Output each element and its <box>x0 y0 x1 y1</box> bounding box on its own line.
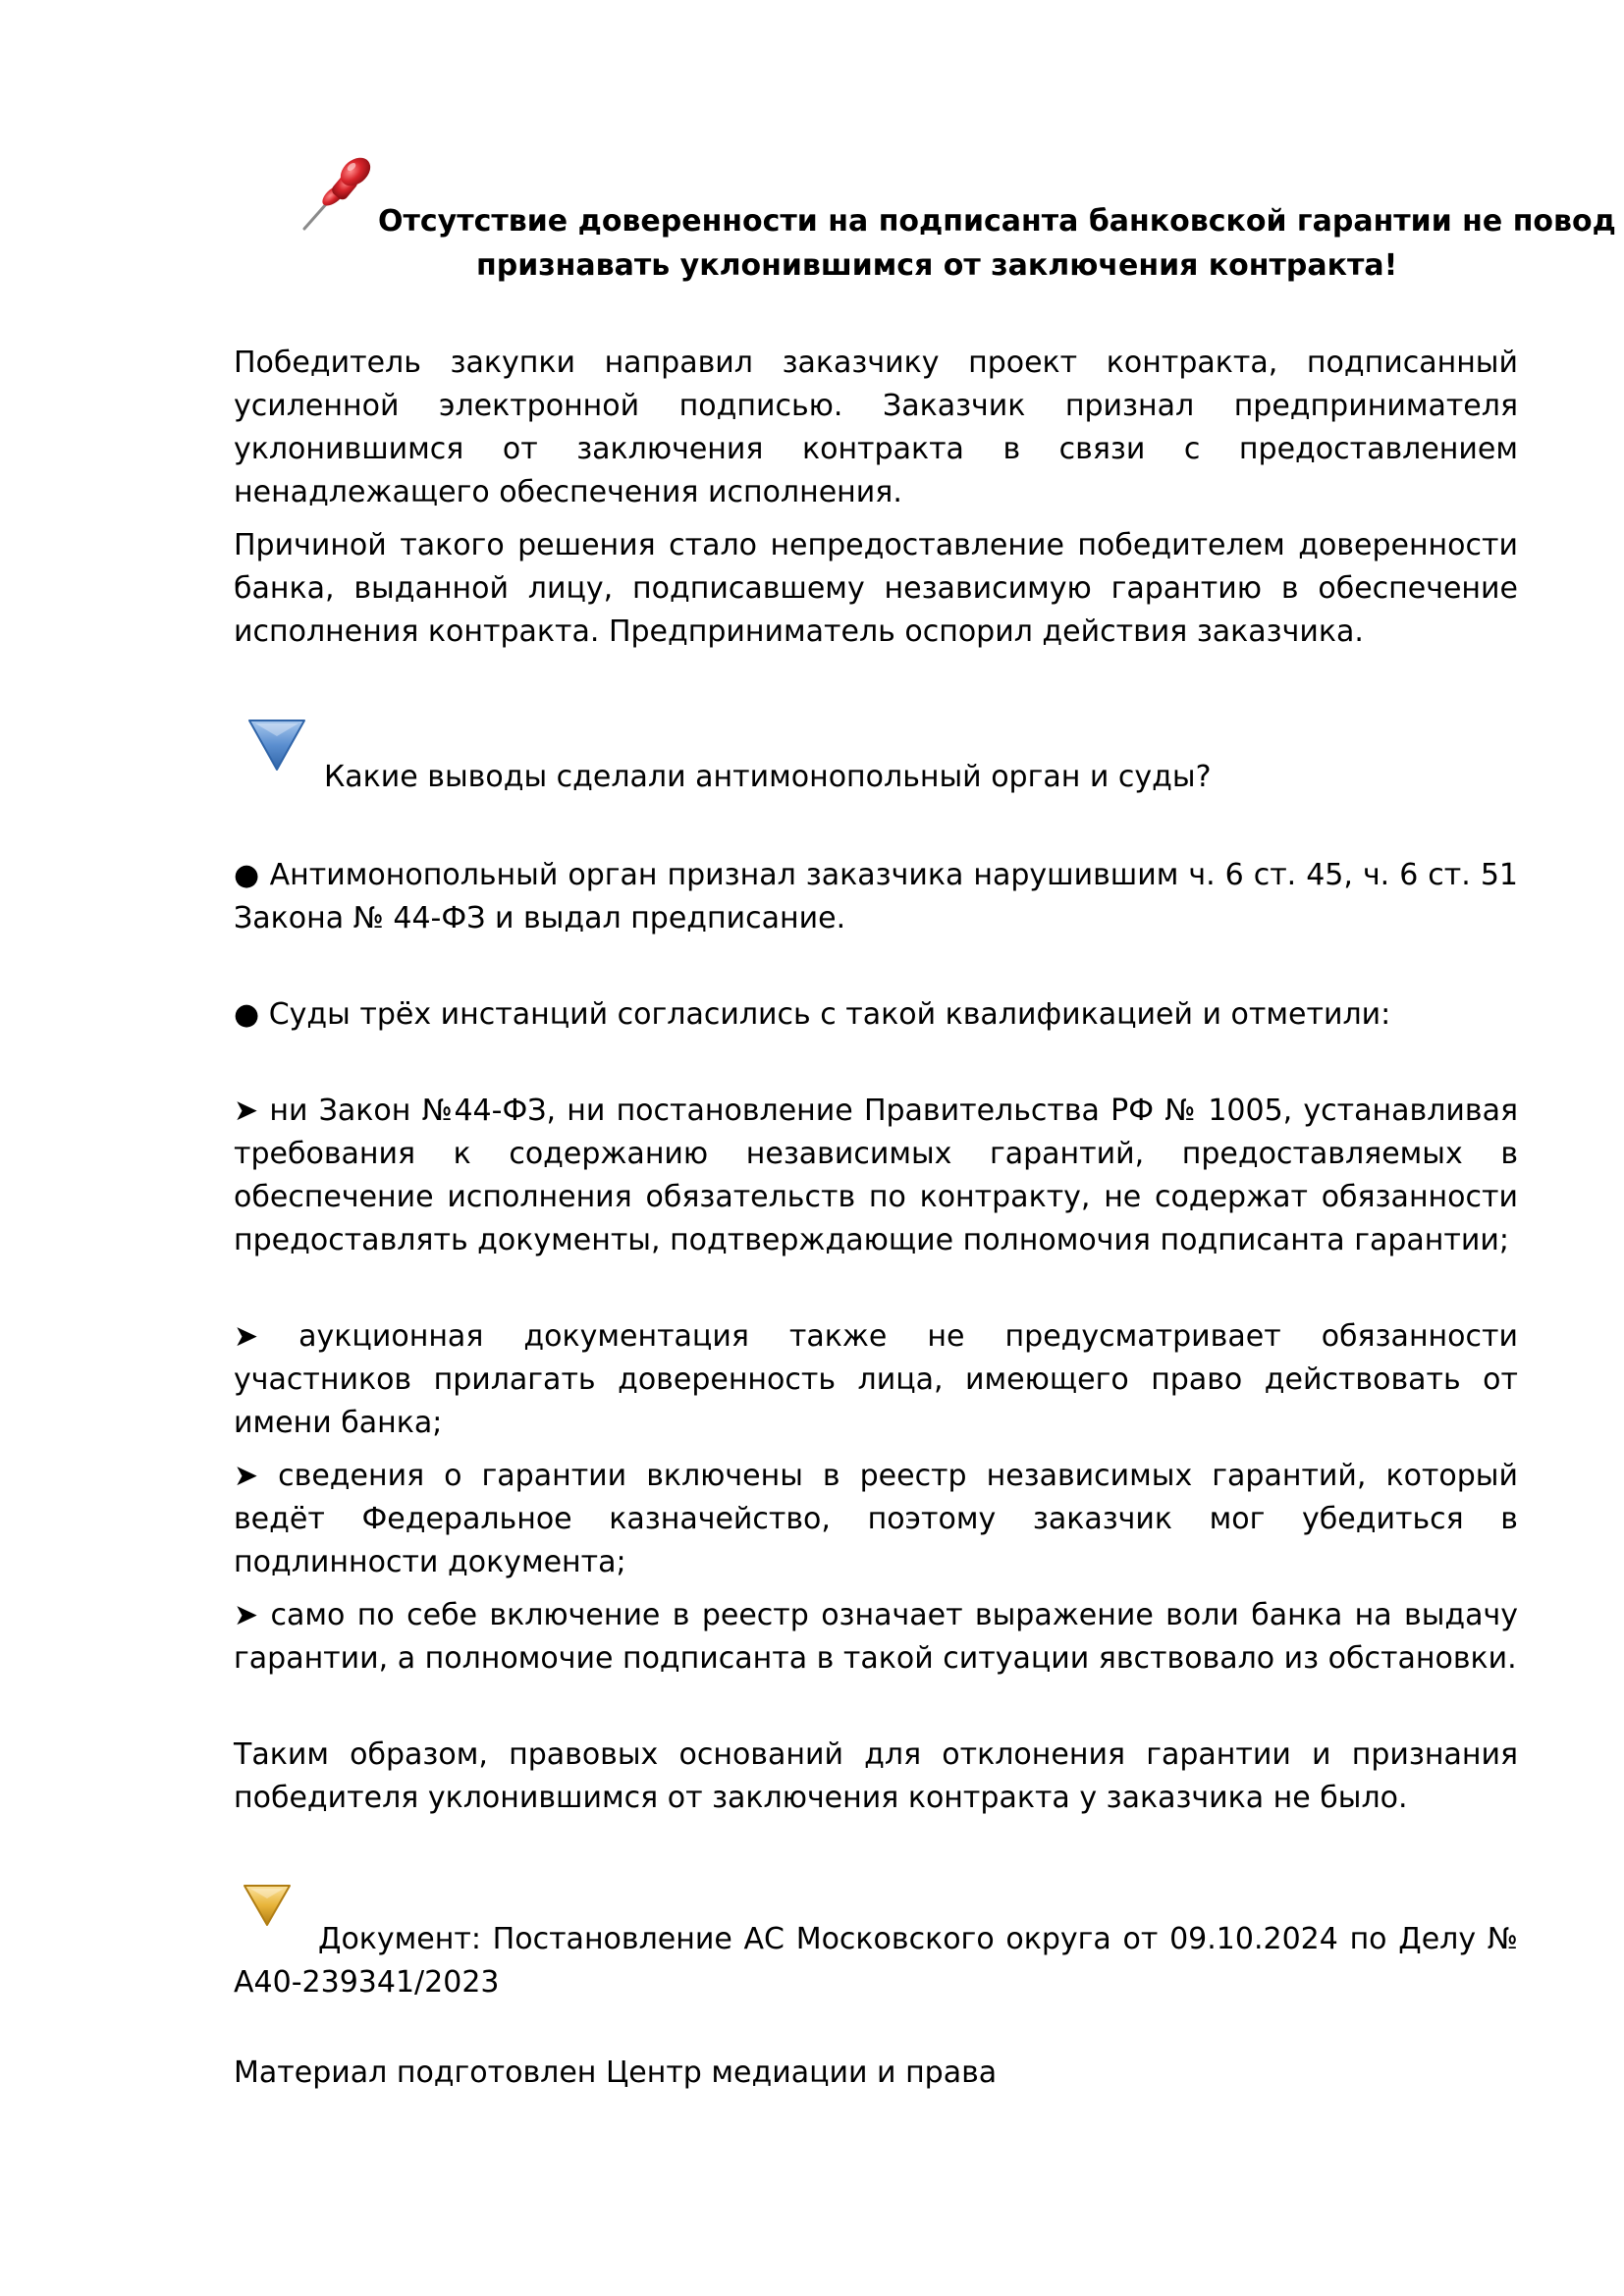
paragraph-text: Причиной такого решения стало непредоставление победителем доверенности банка, выданной лицу, подписавшему независимую гарантию в обеспечение исполнения контракта. Предприниматель оспорил действия заказчика. <box>234 528 1518 649</box>
blue-triangle-down-icon <box>245 717 308 774</box>
point-bank-will <box>234 1594 1518 1681</box>
gold-triangle-down-icon <box>242 1883 293 1928</box>
paragraph-text: Победитель закупки направил заказчику проект контракта, подписанный усиленной электронной подписью. Заказчик признал предпринимателя уклонившимся от заключения контракта в связи с предоставлением ненадлежащего обеспечения исполнения. <box>234 346 1518 509</box>
list-item: ● Суды трёх инстанций согласились с такой квалификацией и отметили: <box>234 997 1391 1032</box>
list-item: ➤ аукционная документация также не предусматривает обязанности участников прилагать доверенность лица, имеющего право действовать от имени банка; <box>234 1319 1518 1440</box>
document-reference-text: Документ: Постановление АС Московского округа от 09.10.2024 по Делу № А40-239341/2023 <box>234 1922 1518 2000</box>
paragraph-text: Таким образом, правовых оснований для отклонения гарантии и признания победителя уклонившимся от заключения контракта у заказчика не было. <box>234 1737 1518 1815</box>
question-text: Какие выводы сделали антимонопольный орган и суды? <box>324 760 1212 794</box>
bullet-courts <box>234 993 1518 1037</box>
paragraph-conclusion <box>234 1734 1518 1820</box>
list-item: ➤ само по себе включение в реестр означает выражение воли банка на выдачу гарантии, а полномочие подписанта в такой ситуации явствовало из обстановки. <box>234 1598 1518 1676</box>
paragraph-intro <box>234 342 1518 514</box>
bullet-antimonopoly <box>234 854 1518 940</box>
document-reference <box>234 1883 1518 2004</box>
title-line-2: признавать уклонившимся от заключения контракта! <box>476 248 1398 283</box>
title-line-1: Отсутствие доверенности на подписанта банковской гарантии не повод <box>378 204 1616 239</box>
point-no-obligation <box>234 1090 1518 1262</box>
point-registry <box>234 1455 1518 1584</box>
list-item: ● Антимонопольный орган признал заказчика нарушившим ч. 6 ст. 45, ч. 6 ст. 51 Закона № 44-ФЗ и выдал предписание. <box>234 858 1518 935</box>
point-auction-docs <box>234 1315 1518 1445</box>
question-heading <box>234 717 1518 805</box>
pushpin-icon <box>295 152 383 231</box>
paragraph-reason <box>234 524 1518 654</box>
footer-note: Материал подготовлен Центр медиации и права <box>234 2056 998 2090</box>
list-item: ➤ сведения о гарантии включены в реестр независимых гарантий, который ведёт Федеральное казначейство, поэтому заказчик мог убедиться в подлинности документа; <box>234 1459 1518 1579</box>
list-item: ➤ ни Закон №44-ФЗ, ни постановление Правительства РФ № 1005, устанавливая требования к содержанию независимых гарантий, предоставляемых в обеспечение исполнения обязательств по контракту, не содержат обязанности предоставлять документы, подтверждающие полномочия подписанта гарантии; <box>234 1094 1518 1257</box>
